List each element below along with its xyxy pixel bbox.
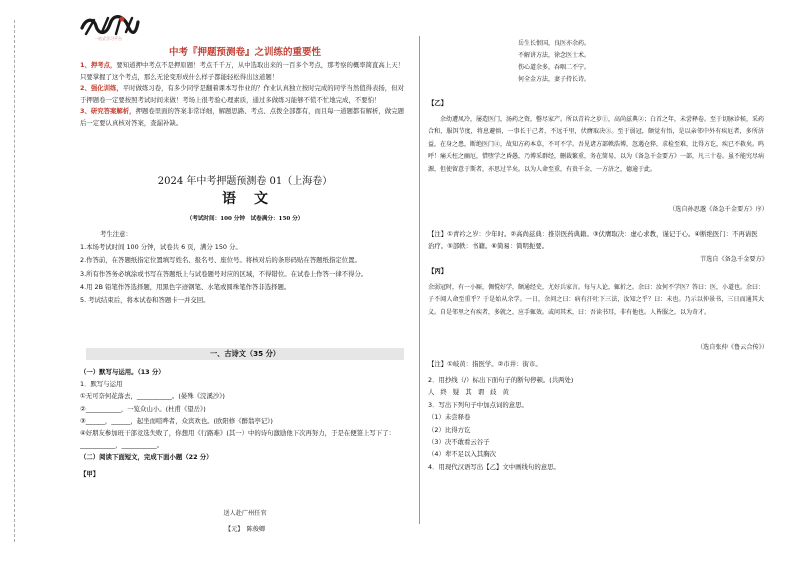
instruction-item: 2.作答前，在答题纸指定位置填写姓名、报名号、座位号。将核对后的条形码贴在答题纸指定位置。 bbox=[80, 256, 361, 265]
passage-yi-notes-extra: 节选自《备急千金要方》 bbox=[699, 256, 768, 263]
fill-item: ④好朋友参加班干部竞选失败了，你想用《行路难》(其一）中的诗句激励他下次再努力，于是在便签上写下了：___________，___________。 bbox=[80, 429, 395, 450]
poem-line: 不解讲方法，徐念医士术。 bbox=[518, 52, 591, 59]
poem-line: 伤心道余多，吞咽二不宁。 bbox=[518, 64, 591, 71]
question-line: （3）决不敢看云谷子 bbox=[428, 438, 490, 447]
part-two-head: （二）阅读下面短文，完成下面小题（22 分） bbox=[80, 453, 213, 462]
question-line: （1）未尝释卷 bbox=[428, 413, 471, 422]
exam-subject: 语文 bbox=[222, 191, 286, 207]
exam-title: 2024 年中考押题预测卷 01（上海卷） bbox=[157, 176, 333, 187]
poem-lines bbox=[518, 38, 590, 86]
right-questions bbox=[428, 374, 764, 473]
passage-yi-label: 【乙】 bbox=[428, 99, 448, 107]
passage-bing bbox=[428, 282, 764, 319]
promo-para-1 bbox=[80, 60, 410, 83]
promo-title: 中考『押题预测卷』之训练的重要性 bbox=[168, 47, 321, 58]
right-column bbox=[428, 38, 768, 558]
passage-yi bbox=[428, 114, 764, 176]
passage-yi-text: 余幼遭凤冷，屡造医门，汤药之资，罄尽家产。所以青衿之岁①，高尚兹典②；白首之年，未尝释卷。至于切脉诊候，采药合和，服饵节度，将息避慎，一事长于己者，不远千里，伏膺取决③。至于弱冠，颇觉有悟，是以亲邻中外有疾厄者，多所济益，在身之患，断绝医门④，故知方药本草，不可不学。吾见诸方部帙浩博，忽遇仓猝，求检至难，比得方讫，疾已不救矣。呜呼！痛夭枉之幽厄，惜堕学之昏愚，乃博采群经，删裁繁重，务在简易，以为《备急千金要方》一部，凡三十卷。虽不能究尽病源，但使留意于斯者，亦思过半矣。以为人命至重，有贵千金，一方济之，德逾于此。 bbox=[428, 116, 765, 173]
instructions-head: 考生注意： bbox=[100, 230, 132, 238]
question-line: （4）辈不足以入其胸次 bbox=[428, 450, 496, 459]
poem-author: 【元】 陈俊卿 bbox=[224, 526, 266, 533]
question-line: 3．写出下列句子中加点词的意思。 bbox=[428, 400, 528, 409]
poem-line: 岳生长恨国，良医亦余药。 bbox=[518, 40, 591, 47]
exam-instructions bbox=[80, 228, 410, 307]
promo-para-3-text: 押题卷里面的答案非常详细，解题思路、考点、点拨全部都有，而且每一道题都有解析，做完题后一定要认真核对答案，查漏补缺。 bbox=[80, 107, 404, 127]
question-1-label: 1．默写与运用 bbox=[80, 380, 123, 389]
promo-para-3 bbox=[80, 106, 410, 129]
promo-para-1-lead: 1、押考点， bbox=[80, 61, 117, 69]
passage-yi-notes: 【注】①青衿之岁：少年时。②高尚兹典：推崇医药典籍。③伏膺取决：虚心求教，谨记于心。④断绝医门：不再请医治疗。⑤部帙：书籍。⑥简易：简明扼要。 bbox=[428, 230, 758, 251]
binding-margin bbox=[14, 20, 24, 542]
instruction-item: 3.所有作答务必填涂或书写在答题纸上与试卷题号对应的区域，不得错位。在试卷上作答一律不得分。 bbox=[80, 269, 368, 278]
question-line: 人 終 疑 其 谓 歧 黄 bbox=[428, 388, 511, 397]
passage-bing-label: 【丙】 bbox=[428, 267, 448, 275]
question-line: 4．用现代汉语写出【乙】文中画线句的意思。 bbox=[428, 462, 560, 471]
fill-item: ②___________，一览众山小。(杜甫《望岳》) bbox=[80, 404, 206, 413]
passage-jia-label: 【甲】 bbox=[80, 469, 100, 478]
promo-para-3-lead: 3、研究答案解析， bbox=[80, 107, 136, 116]
left-column bbox=[80, 14, 410, 554]
instruction-item: 1.本场考试时间 100 分钟，试卷共 6 页，满分 150 分。 bbox=[80, 243, 242, 252]
promo-para-2-text: 平时做练习卷，有多少同学是翻着课本写作业的？作业认真独立按时完成的同学当然值得表扬，但对于押题卷一定要按照考试时间来做！考场上很考验心理素质，通过多做练习能够不慌不忙地完成，不要怕！ bbox=[80, 84, 404, 104]
brand-logo-subtitle: 一站式学习平台 bbox=[94, 36, 122, 41]
poem-line: 何全金方法，妻子持长诗。 bbox=[518, 76, 591, 83]
promo-para-1-text: 要知道押中考点不是押原题！考点千千万，从中选取出来的一百多个考点，那考察的概率简直高上天！只要掌握了这个考点，那么无论变形成什么样子都能轻松得出这道题！ bbox=[80, 61, 404, 81]
passage-bing-notes: 【注】①岐黄：指医学。②市井：街市。 bbox=[428, 360, 542, 368]
promo-para-2 bbox=[80, 83, 410, 106]
promo-body bbox=[80, 60, 410, 130]
part-one-questions bbox=[80, 366, 410, 480]
passage-bing-source: （选自张仲《鲁云合传》） bbox=[696, 344, 768, 351]
instruction-item: 5. 考试结束后，将本试卷和答题卡一并交回。 bbox=[80, 296, 210, 305]
question-line: （2）比得方讫 bbox=[428, 425, 471, 434]
fill-item: ③______，______，起坐而喧哗者，众宾欢也。(欧阳修《醉翁亭记》) bbox=[80, 416, 273, 425]
question-line: 2．用抄线（/）标出下面句子的断句停顿。(共两处) bbox=[428, 376, 574, 384]
instruction-item: 4.用 2B 铅笔作答选择题，用黑色字迹钢笔、水笔或圆珠笔作答非选择题。 bbox=[80, 282, 291, 291]
part-one-head: （一）默写与运用。（13 分） bbox=[80, 368, 165, 376]
section-one-heading: 一、古诗文（35 分） bbox=[86, 348, 404, 360]
passage-bing-text: 余弱冠时，有一小厮，倜傥好学，颇通经史，尤好兵家言。每与人论，辄折之。余曰：汝何不学医？答曰：医，小道也。余曰：子不闻人命至重乎？于是始从余学。一日，余问之曰：病有汗吐下三法，汝知之乎？曰：未也。乃示以仲景书，三日而通其大义。自是邻里之有疾者，多就之，应手辄效。或问其术，曰：吾读书耳，非有他也。人皆服之，以为奇才。 bbox=[428, 284, 765, 316]
poem-title: 送人赴广州任官 bbox=[223, 510, 267, 517]
fill-item: ①无可奈何花落去，___________。(晏殊《浣溪沙》) bbox=[80, 392, 225, 401]
promo-para-2-lead: 2、强化训练， bbox=[80, 84, 123, 93]
exam-time-note: （考试时间：100 分钟 试卷满分：150 分） bbox=[186, 216, 304, 222]
column-divider bbox=[419, 36, 420, 524]
passage-yi-source: （选自孙思邈《备急千金要方》序） bbox=[669, 206, 768, 213]
